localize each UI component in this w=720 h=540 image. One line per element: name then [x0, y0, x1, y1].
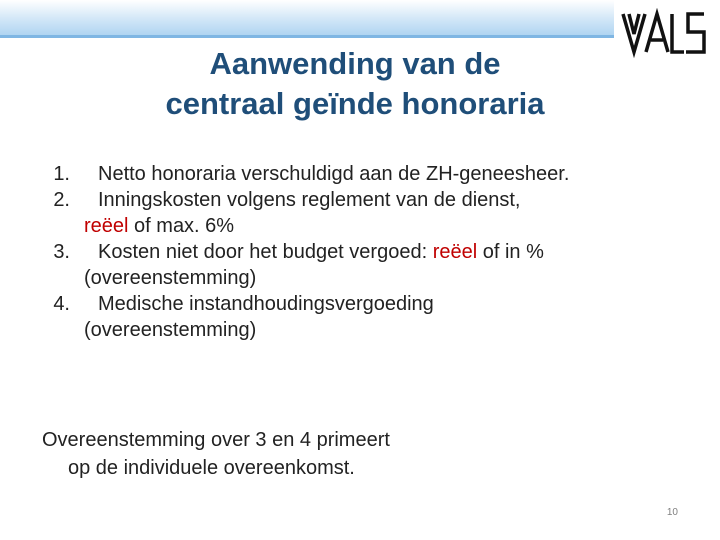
header-gradient-bar: [0, 0, 614, 38]
list-item: [12, 239, 702, 291]
note-line-1: Overeenstemming over 3 en 4 primeert: [42, 429, 390, 451]
item-number: 2.: [53, 189, 70, 211]
list-item: [12, 291, 702, 343]
item-number: 1.: [53, 163, 70, 185]
highlight-text: reëel: [432, 241, 478, 263]
slide-title: [110, 44, 600, 124]
title-line-2: centraal geïnde honoraria: [165, 86, 545, 121]
note-paragraph: [42, 426, 682, 482]
item-number: 3.: [53, 241, 70, 263]
item-text: of in %: [477, 241, 544, 263]
highlight-text: reëel: [84, 215, 129, 237]
title-line-1: Aanwending van de: [209, 46, 501, 81]
item-text: (overeenstemming): [84, 267, 257, 289]
item-text: Netto honoraria verschuldigd aan de ZH-geneesheer.: [98, 163, 570, 185]
item-text: (overeenstemming): [84, 319, 257, 341]
item-text: Kosten niet door het budget vergoed:: [98, 241, 433, 263]
item-text: of max. 6%: [128, 215, 235, 237]
list-item: [12, 187, 702, 239]
item-text: Medische instandhoudingsvergoeding: [98, 293, 434, 315]
numbered-list: [12, 161, 702, 343]
item-number: 4.: [53, 293, 70, 315]
page-number: 10: [666, 507, 678, 518]
item-text: Inningskosten volgens reglement van de dienst,: [98, 189, 521, 211]
list-item: [12, 161, 702, 187]
vals-logo: [620, 8, 706, 60]
note-line-2: op de individuele overeenkomst.: [68, 457, 355, 479]
